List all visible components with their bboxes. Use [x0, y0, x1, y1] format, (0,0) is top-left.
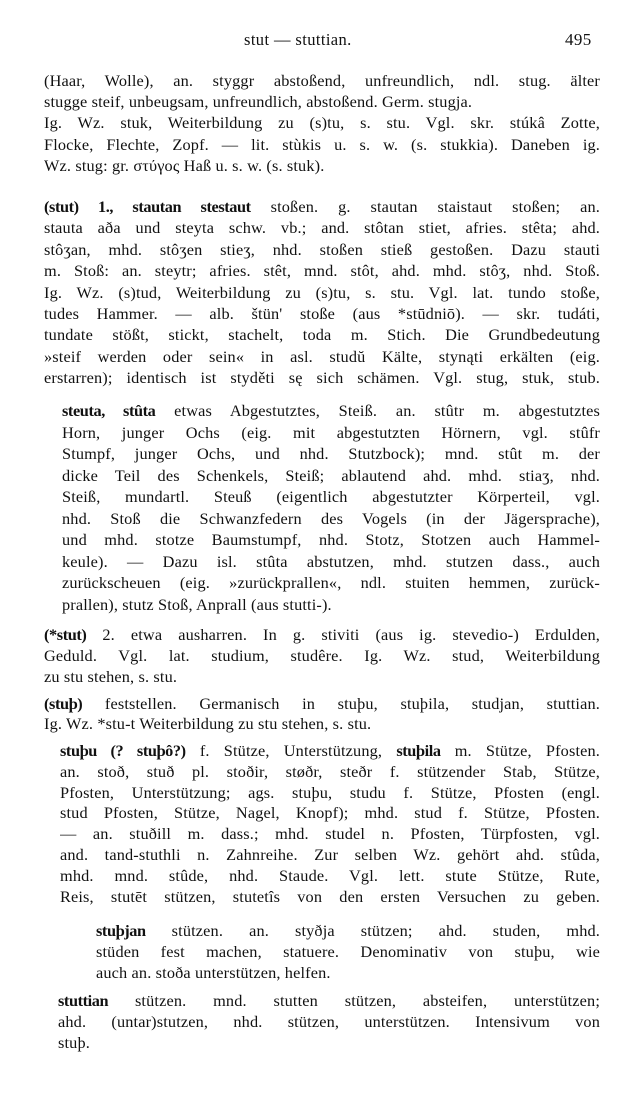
text-line [60, 844, 600, 865]
text-segment: — an. stuðill m. dass.; mhd. studel n. Pfosten, Türpfosten, vgl. [60, 824, 600, 844]
text-line [62, 422, 600, 443]
text-segment: m. Stütze, Pfosten. [440, 741, 600, 760]
text-segment: zurückscheuen (eig. »zurückprallen«, ndl. stuiten hemmen, zurück- [62, 573, 600, 592]
text-line [62, 486, 600, 507]
text-segment: ahd. (untar)stutzen, nhd. stützen, unterstützen. Intensivum von [58, 1012, 600, 1031]
text-line [62, 443, 600, 464]
text-segment: dicke Teil des Schenkels, Steiß; ablautend ahd. mhd. stiaʒ, nhd. [62, 465, 600, 485]
headword: (stut) 1., stautan stestaut [44, 197, 251, 216]
headword: stuþjan [96, 921, 146, 940]
text-line [60, 865, 600, 886]
headword: stuþu (? stuþô?) [60, 741, 186, 760]
text-segment: zu stu stehen, s. stu. [44, 667, 178, 686]
text-segment: Ig. Wz. stuk, Weiterbildung zu (s)tu, s. stu. Vgl. skr. stúkâ Zotte, [44, 113, 600, 133]
text-line [60, 761, 600, 782]
headword: stuttian [58, 991, 109, 1010]
text-segment: »steif werden oder sein« in asl. studŭ Kälte, stynąti erkälten (eig. [44, 346, 600, 366]
text-line [62, 551, 600, 572]
text-line [44, 155, 600, 176]
text-segment: keule). — Dazu isl. stûta abstutzen, mhd. stutzen dass., auch [62, 551, 600, 571]
text-segment: and. tand-stuthli n. Zahnreihe. Zur selben Wz. gehört ahd. stûda, [60, 845, 600, 864]
text-line [96, 941, 600, 962]
page-number: 495 [565, 30, 592, 49]
text-segment: stôʒan, mhd. stôʒen stieʒ, nhd. stoßen stieß gestoßen. Dazu stauti [44, 239, 600, 259]
text-segment: und mhd. stotze Baumstumpf, nhd. Stotz, Stotzen auch Hammel- [62, 530, 600, 549]
text-segment: stud Pfosten, Stütze, Nagel, Knopf); mhd. stud f. Stütze, Pfosten. [60, 803, 600, 823]
text-line [44, 260, 600, 281]
text-line [44, 217, 600, 238]
text-segment: tudes Hammer. — alb. štün' stoße (aus *stūdniō). — skr. tudáti, [44, 304, 600, 323]
text-line [44, 367, 600, 388]
text-segment: stuþ. [58, 1033, 90, 1052]
text-line [44, 324, 600, 345]
text-line [44, 645, 600, 666]
text-segment: Ig. Wz. (s)tud, Weiterbildung zu (s)tu, s. stu. Vgl. lat. tundo stoße, [44, 282, 600, 302]
text-line [58, 1032, 600, 1053]
text-line [44, 713, 600, 734]
text-line [58, 1011, 600, 1032]
text-line [62, 400, 600, 421]
text-line [44, 303, 600, 324]
headword: stuþila [396, 741, 441, 760]
text-segment: erstarren); identisch ist styděti sę sich schämen. Vgl. stug, stuk, stub. [44, 368, 600, 388]
headword: steuta, stûta [62, 401, 156, 420]
text-line [44, 624, 600, 645]
text-line [44, 239, 600, 260]
text-segment: stützen. an. styðja stützen; ahd. studen, mhd. [145, 921, 600, 940]
text-line [44, 666, 600, 687]
text-segment: m. Stoß: an. steytr; afries. stêt, mnd. stôt, ahd. mhd. stôʒ, nhd. Stoß. [44, 261, 600, 281]
text-line [60, 802, 600, 823]
text-segment: stützen. mnd. stutten stützen, absteifen, unterstützen; [108, 991, 600, 1010]
text-segment: Ig. Wz. *stu-t Weiterbildung zu stu stehen, s. stu. [44, 714, 372, 733]
text-segment: stauta aða und steyta schw. vb.; and. stôtan stiet, afries. stêta; ahd. [44, 218, 600, 238]
text-line [44, 112, 600, 133]
text-line [96, 962, 600, 983]
text-line [60, 782, 600, 803]
text-segment: Steiß, mundartl. Steuß (eigentlich abgestutzter Körperteil, vgl. [62, 487, 600, 506]
text-line [62, 465, 600, 486]
text-segment: (Haar, Wolle), an. styggr abstoßend, unfreundlich, ndl. stug. älter [44, 71, 600, 90]
running-title: stut — stuttian. [244, 30, 352, 49]
text-segment: tundate stößt, stickt, stachelt, toda m. Stich. Die Grundbedeutung [44, 325, 600, 345]
text-segment: Reis, stutēt stützen, stutetîs von den ersten Versuchen zu geben. [60, 886, 600, 906]
headword: (*stut) [44, 625, 87, 644]
text-segment: feststellen. Germanisch in stuþu, stuþila, studjan, stuttian. [82, 694, 600, 713]
text-line [44, 196, 600, 217]
text-line [44, 134, 600, 155]
text-line [60, 886, 600, 907]
text-segment: Flocke, Flechte, Zopf. — lit. stùkis u. s. w. (s. stukkia). Daneben ig. [44, 134, 600, 154]
text-segment: Horn, junger Ochs (eig. mit abgestutzten Hörnern, vgl. stûfr [62, 422, 600, 442]
text-line [96, 920, 600, 941]
text-line [62, 529, 600, 550]
text-line [44, 693, 600, 714]
text-segment: an. stoð, stuð pl. stoðir, støðr, steðr f. stützender Stab, Stütze, [60, 761, 600, 781]
text-line [62, 594, 600, 615]
text-segment: f. Stütze, Unterstützung, [185, 741, 397, 760]
text-segment: Pfosten, Unterstützung; ags. stuþu, studu f. Stütze, Pfosten (engl. [60, 782, 600, 802]
headword: (stuþ) [44, 694, 83, 713]
text-segment: 2. etwa ausharren. In g. stiviti (aus ig. stevedio-) Erdulden, [86, 625, 600, 644]
text-segment: Wz. stug: gr. στύγος Haß u. s. w. (s. stuk). [44, 155, 325, 175]
text-segment: stüden fest machen, statuere. Denominativ von stuþu, wie [96, 942, 600, 961]
text-segment: auch an. stoða unterstützen, helfen. [96, 963, 331, 982]
text-segment: stugge steif, unbeugsam, unfreundlich, abstoßend. Germ. stugja. [44, 92, 473, 112]
text-line [44, 91, 600, 112]
text-segment: etwas Abgestutztes, Steiß. an. stûtr m. abgestutztes [155, 401, 600, 420]
text-line [60, 740, 600, 761]
text-line [62, 572, 600, 593]
text-segment: prallen), stutz Stoß, Anprall (aus stutti-). [62, 594, 332, 614]
text-line [44, 282, 600, 303]
text-line [44, 346, 600, 367]
text-segment: stoßen. g. stautan staistaut stoßen; an. [250, 197, 600, 216]
text-segment: nhd. Stoß die Schwanzfedern des Vogels (in der Jägersprache), [62, 508, 600, 528]
text-segment: Geduld. Vgl. lat. studium, studêre. Ig. Wz. stud, Weiterbildung [44, 646, 600, 665]
text-line [44, 70, 600, 91]
text-line [58, 990, 600, 1011]
text-segment: mhd. mnd. stûde, nhd. Staude. Vgl. lett. stute Stütze, Rute, [60, 865, 600, 885]
text-segment: Stumpf, junger Ochs, und nhd. Stutzbock); mnd. stût m. der [62, 444, 600, 463]
text-line [60, 823, 600, 844]
text-line [62, 508, 600, 529]
